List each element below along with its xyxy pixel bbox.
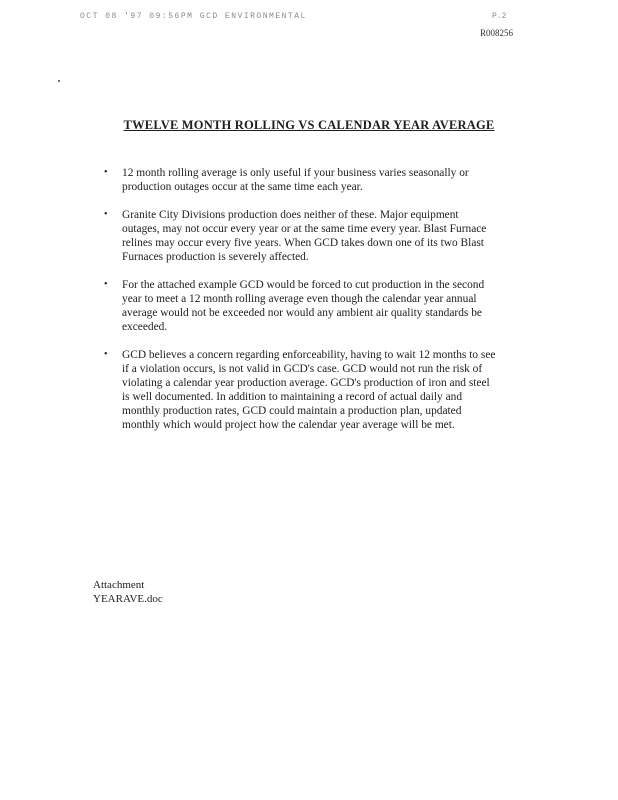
bullet-list [104,166,496,432]
attachment-block [93,578,163,606]
attachment-filename: YEARAVE.doc [93,593,163,605]
bullet-item [104,166,496,194]
bullet-icon: • [104,349,108,360]
bullet-text: For the attached example GCD would be forced to cut production in the second year to meet a 12 month rolling average even though the calendar year annual average would not be exceeded nor would any ambient air quality standards be exceeded. [122,279,485,333]
bullet-item [104,348,496,432]
bullet-icon: • [104,167,108,178]
bullet-text: GCD believes a concern regarding enforceability, having to wait 12 months to see if a violation occurs, is not valid in GCD's case. GCD would not run the risk of violating a calendar year production average. GCD's production of iron and steel is well documented. In addition to maintaining a record of actual daily and monthly production rates, GCD could maintain a production plan, updated monthly which would project how the calendar year average will be met. [122,349,496,431]
bullet-icon: • [104,279,108,290]
bullet-text: Granite City Divisions production does neither of these. Major equipment outages, may not occur every year or at the same time every year. Blast Furnace relines may occur every five years. When GCD takes down one of its two Blast Furnaces production is severely affected. [122,209,487,263]
fax-header-line: OCT 08 '97 09:56PM GCD ENVIRONMENTAL [80,12,307,21]
scan-speck [58,80,60,82]
bullet-icon: • [104,209,108,220]
bullet-text: 12 month rolling average is only useful if your business varies seasonally or production outages occur at the same time each year. [122,167,469,193]
bullet-item [104,208,496,264]
attachment-label: Attachment [93,579,145,591]
document-title: TWELVE MONTH ROLLING VS CALENDAR YEAR AVERAGE [123,118,495,132]
page-number: P.2 [492,12,507,21]
bullet-item [104,278,496,334]
bates-number: R008256 [480,28,514,38]
